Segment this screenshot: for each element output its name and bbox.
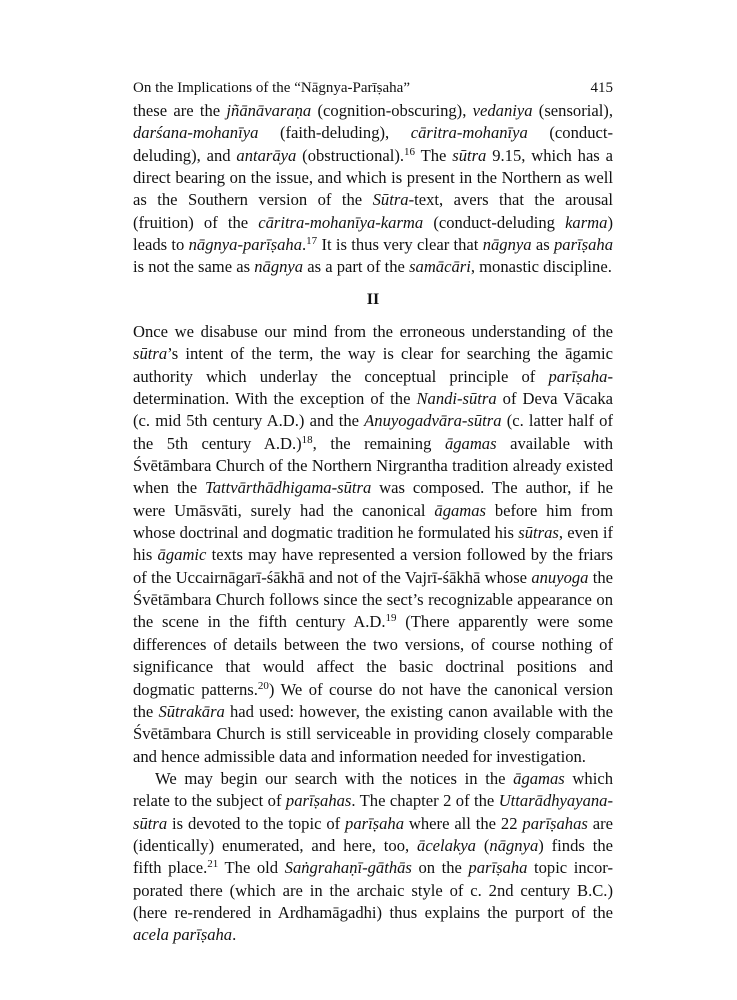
text-line: significance that would affect the basic doctrinal positions and xyxy=(133,657,613,677)
text-line: (c. mid 5th century A.D.) and the Anuyogadvāra-sūtra (c. latter half of xyxy=(133,411,613,431)
text-line: dogmatic patterns.$^{20}$) We of course do not have the canonical version xyxy=(133,679,613,699)
text-line: sūtra’s intent of the term, the way is clear for searching the āgamic xyxy=(133,344,613,364)
text-line: sūtra is devoted to the topic of parīṣaha where all the 22 parīṣahas are xyxy=(133,813,613,833)
paragraph-1 xyxy=(133,100,613,279)
text-line: as the Southern version of the Sūtra-text, avers that the arousal xyxy=(133,190,614,210)
text-line: whose doctrinal and dogmatic tradition he formulated his sūtras, even if xyxy=(133,523,614,543)
text-line: authority which underlay the conceptual principle of parīṣaha- xyxy=(133,366,613,386)
paragraph-3 xyxy=(133,768,613,947)
running-head-title: On the Implications of the “Nāgnya-Parīṣaha” xyxy=(133,80,410,96)
text-line: his āgamic texts may have represented a version followed by the friars xyxy=(133,545,613,565)
text-line: (identically) enumerated, and here, too, ācelakya (nāgnya) finds the xyxy=(133,836,613,856)
running-head xyxy=(133,79,613,97)
text-line: the 5th century A.D.)$^{18}$, the remaining āgamas available with xyxy=(133,433,614,453)
text-line: differences of details between the two versions, of course nothing of xyxy=(133,634,613,654)
text-line: Śvētāmbara Church is still serviceable in providing closely comparable xyxy=(133,724,613,744)
text-line: the scene in the fifth century A.D.$^{19}$ (There apparently were some xyxy=(133,612,613,632)
paragraph-2 xyxy=(133,321,613,768)
text-line: darśana-mohanīya (faith-deluding), cāritra-mohanīya (conduct- xyxy=(133,123,613,143)
text-line: We may begin our search with the notices in the āgamas which xyxy=(155,769,613,788)
text-line: relate to the subject of parīṣahas. The chapter 2 of the Uttarādhyayana- xyxy=(133,791,613,811)
text-line: these are the jñānāvaraṇa (cognition-obscuring), vedaniya (sensorial), xyxy=(133,101,613,120)
page-number: 415 xyxy=(590,80,613,96)
text-line: leads to nāgnya-parīṣaha.$^{17}$ It is thus very clear that nāgnya as parīṣaha xyxy=(133,235,613,255)
text-line: direct bearing on the issue, and which is present in the Northern as well xyxy=(133,168,613,188)
text-line: acela parīṣaha. xyxy=(133,925,237,945)
text-line: and hence admissible data and information needed for investigation. xyxy=(133,746,586,766)
text-line: fifth place.$^{21}$ The old Saṅgrahaṇī-gāthās on the parīṣaha topic incor- xyxy=(133,858,614,878)
text-line: determination. With the exception of the Nandi-sūtra of Deva Vācaka xyxy=(133,389,613,409)
text-line: when the Tattvārthādhigama-sūtra was composed. The author, if he xyxy=(133,478,613,498)
text-line: the Sūtrakāra had used: however, the existing canon available with the xyxy=(133,701,614,721)
text-line: deluding), and antarāya (obstructional).$^{16}$ The sūtra 9.15, which has a xyxy=(133,145,613,165)
text-line: of the Uccairnāgarī-śākhā and not of the Vajrī-śākhā whose anuyoga the xyxy=(133,567,613,587)
text-line: (fruition) of the cāritra-mohanīya-karma (conduct-deluding karma) xyxy=(133,212,613,232)
section-heading: II xyxy=(366,291,380,308)
text-line: Śvētāmbara Church of the Northern Nirgrantha tradition already existed xyxy=(133,456,613,476)
text-line: porated there (which are in the archaic style of c. 2nd century B.C.) xyxy=(133,880,613,900)
text-line: (here re-rendered in Ardhamāgadhi) thus explains the purport of the xyxy=(133,903,613,923)
text-line: Once we disabuse our mind from the erroneous understanding of the xyxy=(133,322,613,341)
text-line: were Umāsvāti, surely had the canonical āgamas before him from xyxy=(133,500,613,520)
text-line: is not the same as nāgnya as a part of the samācāri, monastic discipline. xyxy=(133,257,612,277)
text-line: Śvētāmbara Church follows since the sect’s recognizable appearance on xyxy=(133,590,613,610)
